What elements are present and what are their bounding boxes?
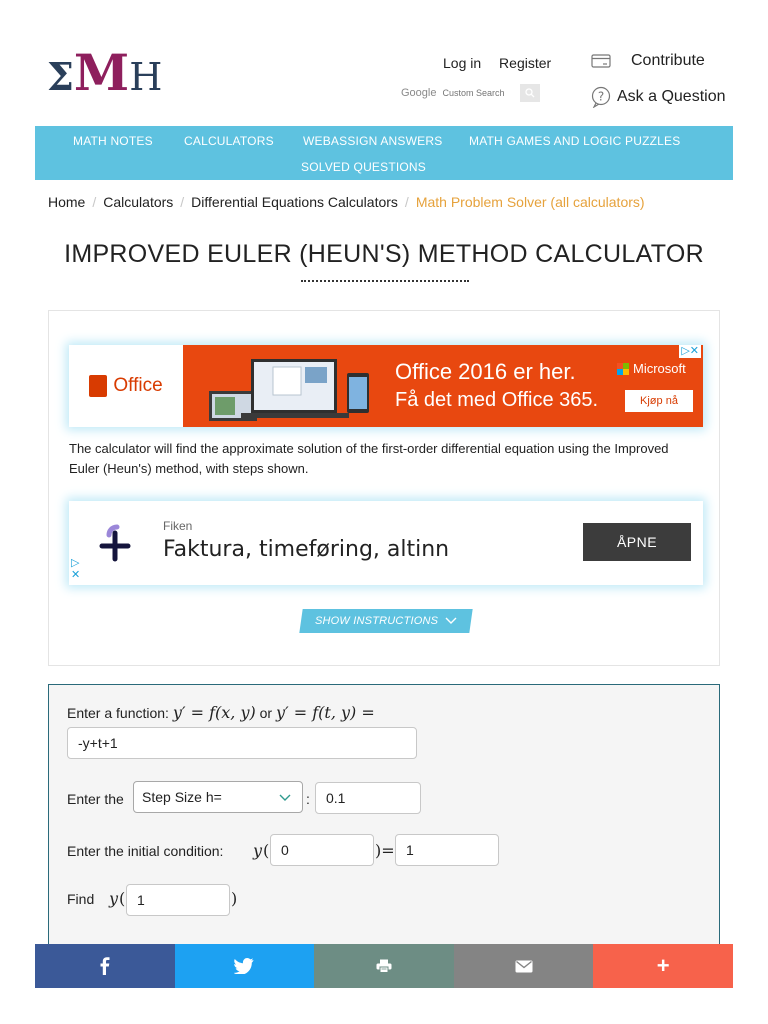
calculator-form (48, 684, 720, 988)
search-icon (525, 88, 535, 98)
print-icon (376, 959, 392, 973)
ask-label: Ask a Question (617, 88, 726, 105)
breadcrumb-current[interactable]: Math Problem Solver (all calculators) (415, 194, 645, 210)
breadcrumb-differential-equations[interactable]: Differential Equations Calculators (191, 194, 398, 210)
function-math-ty: y′ = f(t, y) = (275, 703, 375, 722)
microsoft-logo (617, 361, 686, 376)
show-instructions-label: SHOW INSTRUCTIONS (315, 615, 439, 627)
adchoices-close-icon: ✕ (71, 569, 81, 581)
calculator-description: The calculator will find the approximate solution of the first-order differential equation using the Improved Euler (Heun's) method, with steps shown. (69, 441, 669, 476)
adchoices-icon[interactable]: ▷✕ (681, 345, 699, 357)
contribute-link[interactable] (591, 50, 726, 72)
nav-item-calculators[interactable]: CALCULATORS (184, 134, 274, 148)
auth-links (443, 55, 565, 71)
breadcrumb-calculators[interactable]: Calculators (103, 194, 174, 210)
find-open-paren: ( (119, 889, 126, 908)
devices-illustration (201, 353, 381, 425)
page (35, 36, 733, 988)
nav-item-math-games[interactable]: MATH GAMES AND LOGIC PUZZLES (469, 134, 681, 148)
chevron-down-icon (278, 790, 292, 804)
step-label: Enter the (67, 791, 124, 807)
nav-item-math-notes[interactable]: MATH NOTES (73, 134, 153, 148)
nav-item-solved-questions[interactable]: SOLVED QUESTIONS (301, 160, 427, 174)
share-bar (35, 944, 733, 988)
office-headline-1: Office 2016 er her. (395, 359, 576, 384)
chevron-down-icon (445, 617, 457, 625)
site-header (35, 36, 733, 126)
site-logo[interactable] (47, 43, 163, 102)
breadcrumb-separator: / (180, 194, 185, 210)
login-link[interactable]: Log in (443, 55, 482, 71)
share-print-button[interactable] (314, 944, 454, 988)
register-link[interactable]: Register (499, 55, 552, 71)
logo-m: M (73, 43, 130, 102)
function-math-xy: y′ = f(x, y) (172, 703, 256, 722)
page-title: IMPROVED EULER (HEUN'S) METHOD CALCULATOR (64, 240, 704, 268)
step-type-select[interactable] (133, 781, 303, 813)
microsoft-grid-icon (617, 363, 629, 375)
microsoft-label: Microsoft (633, 361, 686, 376)
contribute-label: Contribute (631, 52, 705, 69)
intro-box (48, 310, 720, 666)
share-more-button[interactable] (593, 944, 733, 988)
share-twitter-button[interactable] (175, 944, 315, 988)
find-y-symbol: y (109, 889, 119, 908)
logo-h: H (129, 55, 163, 99)
fiken-open-button[interactable]: ÅPNE (583, 523, 691, 561)
nav-item-webassign-answers[interactable]: WEBASSIGN ANSWERS (303, 134, 443, 148)
function-or: or (259, 705, 273, 721)
twitter-icon (234, 958, 254, 974)
question-bubble-icon (591, 86, 611, 108)
logo-sigma: Σ (47, 54, 74, 99)
credit-card-icon (591, 54, 611, 68)
breadcrumb-home[interactable]: Home (48, 194, 86, 210)
office-logo-icon (89, 375, 107, 397)
initial-condition-label: Enter the initial condition: (67, 843, 224, 859)
title-underline (301, 279, 469, 282)
breadcrumb (48, 194, 645, 210)
share-facebook-button[interactable] (35, 944, 175, 988)
function-label: Enter a function: (67, 705, 169, 721)
function-row-label (67, 703, 375, 722)
breadcrumb-separator: / (92, 194, 97, 210)
header-actions (591, 50, 726, 122)
office-buy-button[interactable]: Kjøp nå (625, 390, 693, 412)
initial-close-equals: )= (375, 841, 395, 860)
fiken-ad-banner[interactable] (69, 501, 703, 585)
show-instructions-button[interactable] (299, 609, 472, 633)
step-colon: : (306, 791, 310, 807)
adchoices-icon[interactable] (71, 557, 80, 581)
breadcrumb-separator: / (404, 194, 409, 210)
facebook-icon (99, 957, 111, 975)
svg-text:?: ? (597, 89, 605, 104)
search-button[interactable] (520, 84, 540, 102)
ask-question-link[interactable] (591, 86, 726, 108)
initial-open-paren: ( (263, 841, 270, 860)
find-x-input[interactable] (126, 884, 230, 916)
custom-search (401, 84, 540, 102)
find-close-paren: ) (231, 889, 238, 908)
adchoices-play-icon: ▷ (71, 557, 80, 569)
initial-y-symbol: y (253, 841, 263, 860)
step-select-value: Step Size h= (142, 789, 222, 805)
email-icon (515, 960, 533, 973)
initial-y-input[interactable] (395, 834, 499, 866)
function-input[interactable] (67, 727, 417, 759)
initial-x-input[interactable] (270, 834, 374, 866)
fiken-logo-icon (95, 523, 135, 563)
search-input[interactable] (442, 85, 520, 101)
plus-icon: + (656, 953, 670, 978)
fiken-sponsor: Fiken (163, 519, 193, 533)
main-nav (35, 126, 733, 180)
google-label: Google (401, 87, 437, 99)
find-label: Find (67, 891, 95, 907)
office-ad-banner[interactable] (69, 345, 703, 427)
share-email-button[interactable] (454, 944, 594, 988)
office-brand: Office (113, 375, 163, 396)
office-headline-2: Få det med Office 365. (395, 389, 599, 411)
fiken-headline: Faktura, timeføring, altinn (163, 537, 450, 562)
step-size-input[interactable] (315, 782, 421, 814)
office-logo (69, 345, 183, 427)
